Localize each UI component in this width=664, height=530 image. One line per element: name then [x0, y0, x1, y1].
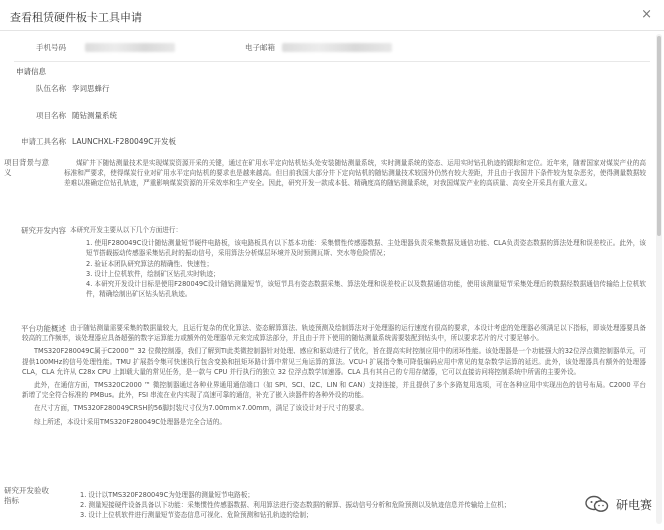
tool-value: LAUNCHXL-F280049C开发板 [72, 137, 177, 146]
background-label: 项目背景与意义 [4, 158, 49, 177]
platform-label: 平台功能概述 [21, 324, 66, 333]
list-item: 2. 测量短接硬件设备具备以下功能：采集惯性传感器数据、利用算法进行姿态数据的解算、振动信号分析和危险预测以及轨迹信息并传输给上位机； [80, 501, 511, 510]
content-intro: 本研究开发主要从以下几个方面进行： [70, 226, 183, 234]
scrollbar-thumb[interactable] [657, 36, 661, 236]
team-label: 队伍名称 [36, 84, 66, 93]
goals-label: 研究开发验收指标 [4, 486, 49, 505]
list-item: 3. 设计上位机软件进行测量短节姿态信息可视化、危险预测和钻孔轨迹的绘制； [80, 511, 313, 520]
platform-paragraph: 由于随钻测量需要采集的数据量较大，且运行复杂的优化算法、姿态解算算法、轨迹预测及绘制算法对于处理器的运行速度有很高的要求，本设计考虑的处理器必须满足以下指标，即该处理器要具备较高的工作频率，该处理器应具备超强的数字运算能力或额外的处理器单元来完成算法部分，并且由于井下使用的随钻测量系统需要装配到钻头中，所以要求芯片的尺寸要足够小。 [22, 324, 646, 343]
watermark [580, 492, 656, 516]
dialog-body [0, 31, 664, 530]
goals-list [80, 490, 580, 521]
platform-block [22, 323, 646, 430]
list-item: 4. 本研究开发设计目标是使用F280049C设计随钻测量短节，该短节具有姿态数据采集、算法处理和误差校正以及数据通信功能，使用该测量短节采集处理后的数据经数据通信传输给上位机软件，精确绘制出矿区钻头钻孔轨迹。 [86, 280, 646, 299]
background-paragraph: 煤矿井下随钻测量技术是实现煤炭资源开采的关键，通过在矿用水平定向钻机钻头处安装随钻测量系统，实时测量系统的姿态、运用实时钻孔轨迹的跟踪和定位。近年来，随着国家对煤炭产业的高标准和严要求，使得煤炭行业对矿用水平定向钻机的要求也是越来越高。但目前我国大部分井下定向钻机的随钻测量技术较国外仍然有较大差距，并且由于我国井下条件较为复杂恶劣，使得测量数据较差难以准确定位钻孔轨迹，严重影响煤炭资源的开采效率和生产安全。因此，研究开发一款成本低、精确度高的随钻测量系统，对我国煤炭产业的高质量、高安全开采具有重大意义。 [64, 159, 646, 188]
dialog-title: 查看租赁硬件板卡工具申请 [10, 11, 142, 24]
wechat-icon [584, 494, 610, 514]
platform-paragraph: 此外，在通信方面，TMS320C2000 ™ 微控制器通过各种业界通用通信端口（如 SPI、SCI、I2C、LIN 和 CAN）支持连接，并且提供了多个多路复用选项，可在各种应用中实现出色的信号布局。C2000 平台新增了完全符合标准的 PMBus。此外，FSI 串流在业内实现了高速可靠的通信，补充了嵌入读器件的各种外设的功能。 [22, 381, 646, 400]
list-item: 2. 验证本团队研究算法的精确性、快速性； [86, 259, 214, 268]
platform-paragraph: 综上所述，本设计采用TMS320F280049C处理器是完全合适的。 [34, 417, 226, 426]
project-label: 项目名称 [36, 111, 66, 120]
platform-paragraph: TMS320F280049C属于C2000™ 32 位微控制器，我们了解到TI此类微控制器针对处理、感应和驱动进行了优化，旨在提高实时控制应用中的闭环性能。该处理器是一个功能强大的32位浮点微控制器单元，可提供100MHz的信号处理性能。TMU 扩展指令集可快速执行包含变换和扭矩环路计算中常见三角运算的算法。VCU-I 扩展指令集可降低编码应用中常见的复杂数学运算的延迟。此外，该处理器具有额外的处理器CLA，CLA 允许从 C28x CPU 上卸载大量的常见任务，是一款与 CPU 并行执行的独立 32 位浮点数学加速器。CLA 具有其自己的专用存储器，它可以直接访问将控制系统中所需的主要外设。 [22, 347, 646, 376]
list-item: 1. 使用F280049C设计随钻测量短节硬件电路板，该电路板具有以下基本功能：采集惯性传感器数据、主处理器负责采集数据及通信功能、CLA负责姿态数据的算法处理和误差校正。此外，该短节搭载振动传感器采集钻孔时的振动信号，采用算法分析煤层环境并及时预测瓦斯、突水等危险情况； [86, 239, 646, 258]
phone-value-redacted [85, 43, 175, 52]
list-item: 1. 设计以TMS320F280049C为处理器的测量短节电路板； [80, 491, 254, 499]
platform-paragraph: 在尺寸方面，TMS320F280049CRSH的56脚封装尺寸仅为7.00mm×7.00mm，满足了该设计对于尺寸的要求。 [34, 404, 368, 413]
list-item: 3. 设计上位机软件，绘制矿区钻孔实时轨迹； [86, 269, 220, 278]
team-value: 孪词思蜂行 [72, 84, 110, 93]
project-value: 随钻测量系统 [72, 111, 117, 120]
email-value-redacted [282, 43, 392, 52]
phone-label: 手机号码 [36, 43, 66, 52]
content-list [70, 238, 646, 299]
goals-block [80, 490, 580, 521]
background-text [64, 158, 646, 192]
section-title-application: 申请信息 [16, 67, 46, 76]
dialog-titlebar [0, 0, 664, 31]
content-label: 研究开发内容 [21, 226, 66, 235]
tool-label: 申请工具名称 [21, 137, 66, 146]
content-block [70, 225, 646, 299]
divider [14, 61, 650, 62]
close-icon[interactable]: × [641, 7, 652, 22]
email-label: 电子邮箱 [245, 43, 275, 52]
watermark-text: 研电赛 [615, 497, 652, 512]
